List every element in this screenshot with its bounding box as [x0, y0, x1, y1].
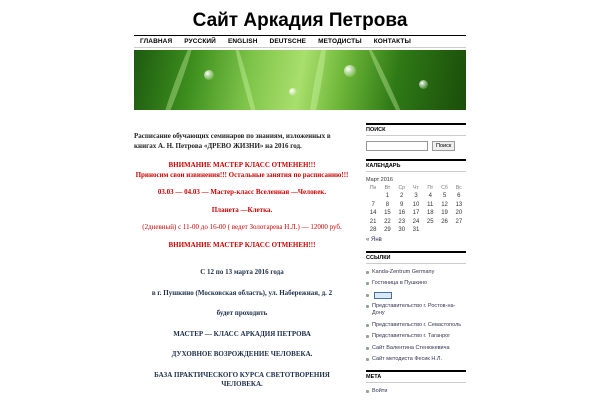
calendar-day: 11 [427, 201, 434, 208]
link-hotel-pushkino[interactable]: Гостиница в Пушкино [366, 280, 466, 288]
cancel-notice-2: ВНИМАНИЕ МАСТЕР КЛАСС ОТМЕНЕН!!! [168, 240, 316, 249]
schedule-intro: Расписание обучающих семинаров по знаниям, изложенных в книгах А. Н. Петрова «ДРЕВО ЖИЗНИ» на 2016 год. [134, 132, 331, 150]
calendar-week [366, 201, 466, 210]
calendar-day [423, 226, 437, 235]
site-title[interactable]: Сайт Аркадия Петрова [192, 10, 408, 31]
header-image [134, 50, 466, 110]
calendar-day: 1 [385, 193, 390, 200]
masterclass-planet: Планета —Клетка. [211, 205, 273, 214]
calendar-week [366, 218, 466, 227]
links-widget-title: ССЫЛКИ [366, 251, 466, 264]
cancel-notice: ВНИМАНИЕ МАСТЕР КЛАСС ОТМЕНЕН!!! Приносим свои извинения!!! Остальные занятия по расписанию!!! [135, 161, 349, 179]
event-will-be: будет проходить [216, 309, 268, 317]
calendar-day: 18 [426, 210, 434, 217]
calendar-week [366, 209, 466, 218]
meta-widget-title: МЕТА [366, 370, 466, 383]
event-revival: ДУХОВНОЕ ВОЗРОЖДЕНИЕ ЧЕЛОВЕКА. [171, 350, 313, 358]
calendar-day: 23 [398, 218, 406, 225]
calendar-weekday: Ср [398, 185, 405, 191]
event-location: в г. Пушкино (Московская область), ул. Набережная, д. 2 [151, 288, 333, 297]
links-list [366, 269, 466, 364]
event-base: БАЗА ПРАКТИЧЕСКОГО КУРСА СВЕТОТВОРЕНИЯ ЧЕЛОВЕКА. [154, 370, 330, 388]
link-sevastopol[interactable]: Представительство г. Севастополь [366, 322, 466, 330]
calendar-widget-title: КАЛЕНДАРЬ [366, 159, 466, 172]
nav-item-english[interactable]: ENGLISH [227, 38, 258, 45]
calendar-day: 25 [426, 218, 434, 225]
calendar-table [366, 184, 466, 235]
meta-list [366, 388, 466, 396]
calendar-day: 24 [412, 218, 420, 225]
calendar-prev-link[interactable]: « Янв [366, 236, 382, 243]
calendar-day: 22 [384, 218, 391, 225]
nav-item-methodists[interactable]: МЕТОДИСТЫ [318, 38, 362, 45]
calendar-day: 3 [414, 193, 418, 200]
calendar-day [366, 192, 380, 201]
sidebar [366, 123, 466, 399]
badge-icon[interactable] [374, 292, 392, 299]
calendar-caption: Март 2016 [366, 177, 393, 183]
calendar-day: 7 [371, 201, 375, 208]
masterclass-schedule: (2дневный) с 11-00 до 16-00 ( ведет Золотарева Н.Л.) — 12000 руб. [142, 223, 342, 231]
calendar-day: 10 [412, 201, 420, 208]
calendar-day: 14 [369, 210, 377, 217]
nav-item-contacts[interactable]: КОНТАКТЫ [373, 38, 411, 45]
calendar-day: 17 [412, 210, 420, 217]
calendar-weekday: Пт [427, 185, 434, 191]
calendar-day: 20 [455, 210, 463, 217]
link-badge[interactable] [366, 292, 466, 299]
link-fesik[interactable]: Сайт методиста Фесик Н.Л. [366, 356, 466, 364]
search-widget-title: ПОИСК [366, 123, 466, 136]
nav-item-home[interactable]: ГЛАВНАЯ [140, 38, 173, 45]
calendar-weekday: Вс [455, 185, 462, 191]
link-taganrog[interactable]: Представительство г. Таганрог [366, 333, 466, 341]
calendar-weekday: Вт [384, 185, 391, 191]
search-input[interactable] [366, 141, 428, 151]
calendar-day: 8 [385, 201, 390, 208]
calendar-week [366, 226, 466, 235]
calendar-day [437, 226, 451, 235]
calendar-day: 15 [384, 210, 391, 217]
search-row [366, 141, 466, 151]
calendar-day: 21 [369, 218, 377, 225]
link-stenyukevich[interactable]: Сайт Валентина Стенюкевича [366, 345, 466, 353]
main-nav [134, 35, 466, 48]
calendar-day: 2 [400, 193, 404, 200]
calendar-day: 13 [455, 201, 463, 208]
calendar-day: 30 [398, 227, 406, 234]
calendar-day: 6 [457, 193, 461, 200]
calendar-day: 12 [441, 201, 448, 208]
calendar-day [452, 226, 466, 235]
calendar-weekday: Пн [369, 185, 377, 191]
link-kanda-zentrum[interactable]: Kanda-Zentrum Germany [366, 269, 466, 277]
calendar-day: 4 [428, 193, 432, 200]
link-rostov[interactable]: Представительство г. Ростов-на-Дону [366, 303, 466, 318]
calendar-day: 9 [400, 201, 404, 208]
event-dates: С 12 по 13 марта 2016 года [200, 268, 284, 276]
nav-item-deutsche[interactable]: DEUTSCHE [269, 38, 307, 45]
calendar-day: 16 [398, 210, 406, 217]
calendar-day: 31 [412, 227, 420, 234]
calendar-weekday: Чт [413, 185, 419, 191]
calendar-day: 29 [384, 227, 391, 234]
calendar-week [366, 192, 466, 201]
calendar-day: 19 [441, 210, 448, 217]
nav-item-russian[interactable]: РУССКИЙ [184, 38, 216, 45]
calendar-day: 5 [442, 193, 447, 200]
calendar-day: 26 [441, 218, 448, 225]
calendar-weekday: Сб [441, 185, 448, 191]
calendar-day: 28 [369, 227, 377, 234]
main-content [134, 132, 350, 390]
event-master: МАСТЕР — КЛАСС АРКАДИЯ ПЕТРОВА [173, 329, 311, 338]
search-button[interactable]: Поиск [432, 141, 455, 151]
calendar-day: 27 [455, 218, 463, 225]
masterclass-dates: 03.03 — 04.03 — Мастер-класс Вселенная —Человек. [157, 188, 327, 196]
meta-login-link[interactable]: Войти [366, 388, 466, 396]
